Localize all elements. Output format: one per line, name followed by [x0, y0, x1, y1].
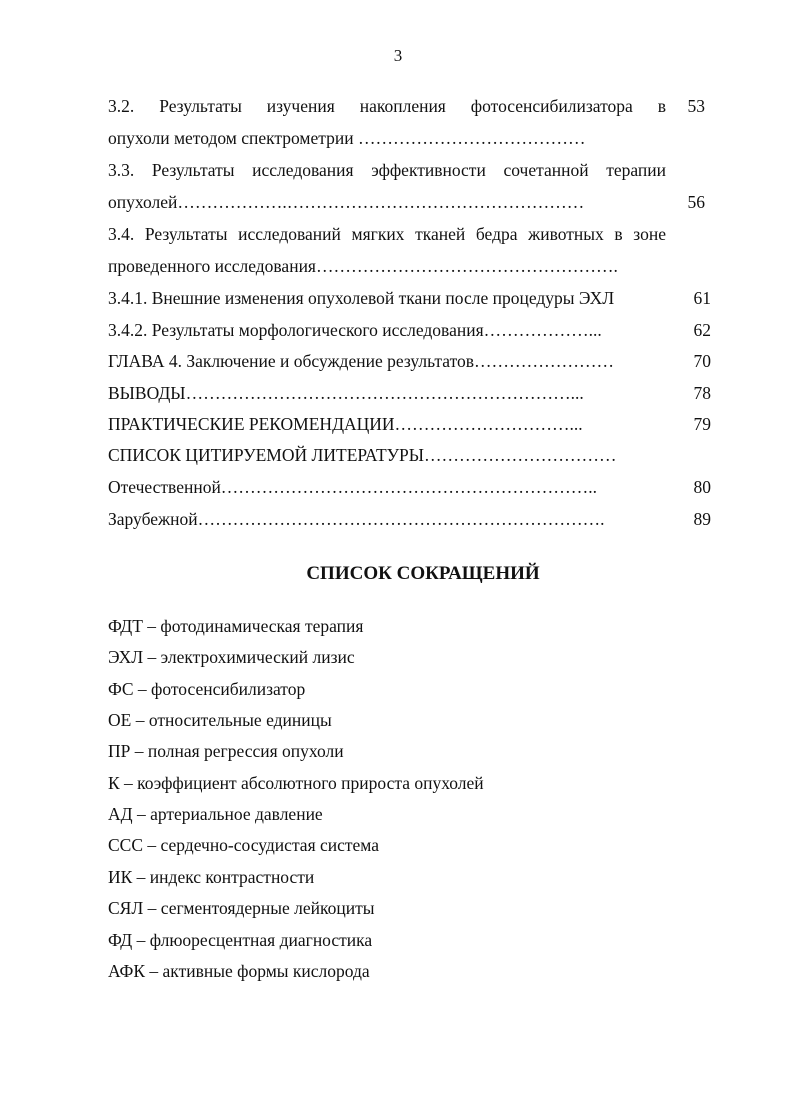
toc-page-3-2: 53 — [687, 96, 705, 116]
toc-entry-chapter-4: ГЛАВА 4. Заключение и обсуждение результатов…………………… — [108, 351, 615, 371]
toc-entry-references: СПИСОК ЦИТИРУЕМОЙ ЛИТЕРАТУРЫ…………………………… — [108, 445, 617, 465]
abbreviation-item: ФС – фотосенсибилизатор — [108, 679, 306, 699]
abbreviation-item: ССС – сердечно-сосудистая система — [108, 835, 380, 855]
abbreviation-item: ПР – полная регрессия опухоли — [108, 741, 344, 761]
abbreviation-item: ЭХЛ – электрохимический лизис — [108, 647, 355, 667]
abbreviation-item: К – коэффициент абсолютного прироста опухолей — [108, 773, 484, 793]
toc-page-3-4-2: 62 — [693, 320, 711, 340]
page-number: 3 — [393, 46, 403, 65]
toc-entry-3-2-line-2: опухоли методом спектрометрии ………………………………… — [108, 128, 586, 148]
toc-page-chapter-4: 70 — [693, 351, 711, 371]
toc-entry-conclusions: ВЫВОДЫ…………………………………………………………... — [108, 383, 584, 403]
toc-entry-foreign: Зарубежной……………………………………………………………. — [108, 509, 605, 529]
abbreviation-item: ОЕ – относительные единицы — [108, 710, 332, 730]
toc-page-foreign: 89 — [693, 509, 711, 529]
toc-page-recommendations: 79 — [693, 414, 711, 434]
abbreviation-item: ИК – индекс контрастности — [108, 867, 315, 887]
abbreviation-item: ФДТ – фотодинамическая терапия — [108, 616, 364, 636]
abbreviation-item: СЯЛ – сегментоядерные лейкоциты — [108, 898, 375, 918]
toc-page-3-4-1: 61 — [693, 288, 711, 308]
toc-entry-3-4-line-2: проведенного исследования……………………………………………. — [108, 256, 618, 276]
abbreviation-item: АД – артериальное давление — [108, 804, 323, 824]
toc-entry-3-2-line-1: 3.2. Результаты изучения накопления фотосенсибилизатора в — [108, 96, 666, 116]
abbreviation-item: АФК – активные формы кислорода — [108, 961, 370, 981]
toc-entry-3-4-2: 3.4.2. Результаты морфологического исследования………………... — [108, 320, 602, 340]
toc-page-3-3: 56 — [687, 192, 705, 212]
toc-entry-3-4-line-1: 3.4. Результаты исследований мягких тканей бедра животных в зоне — [108, 224, 666, 244]
toc-page-domestic: 80 — [693, 477, 711, 497]
toc-entry-3-3-line-1: 3.3. Результаты исследования эффективности сочетанной терапии — [108, 160, 666, 180]
toc-entry-3-4-1: 3.4.1. Внешние изменения опухолевой ткани после процедуры ЭХЛ — [108, 288, 615, 308]
abbreviations-heading: СПИСОК СОКРАЩЕНИЙ — [306, 563, 540, 584]
toc-entry-domestic: Отечественной……………………………………………………….. — [108, 477, 598, 497]
toc-page-conclusions: 78 — [693, 383, 711, 403]
toc-entry-recommendations: ПРАКТИЧЕСКИЕ РЕКОМЕНДАЦИИ…………………………... — [108, 414, 583, 434]
toc-entry-3-3-line-2: опухолей……………….…………………………………………… — [108, 192, 585, 212]
abbreviation-item: ФД – флюоресцентная диагностика — [108, 930, 373, 950]
